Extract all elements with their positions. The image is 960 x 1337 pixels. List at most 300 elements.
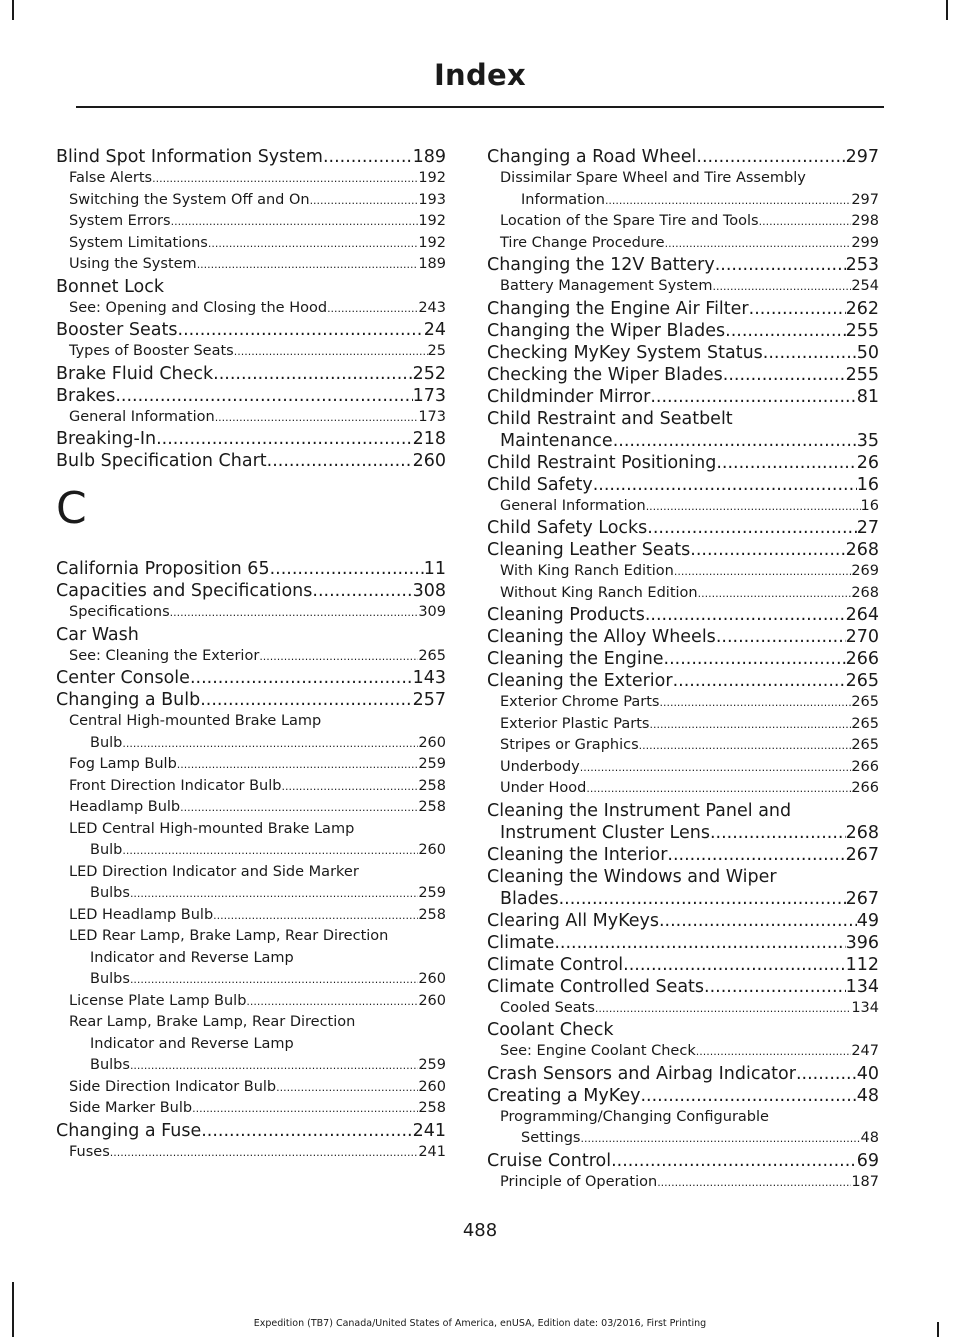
page-reference: 247 bbox=[851, 1043, 879, 1059]
entry-label: Cleaning Products bbox=[487, 605, 645, 625]
page-reference: 254 bbox=[851, 278, 879, 294]
page-reference: 173 bbox=[418, 408, 446, 425]
dot-leader bbox=[659, 692, 851, 714]
entry-label: Headlamp Bulb bbox=[69, 799, 181, 815]
dot-leader bbox=[281, 776, 418, 798]
entry-label: Center Console bbox=[56, 668, 190, 688]
index-entry[interactable] bbox=[487, 474, 879, 496]
entry-label: Cleaning the Exterior bbox=[487, 671, 673, 691]
dot-leader bbox=[215, 407, 419, 429]
dot-leader bbox=[605, 190, 851, 212]
index-subentry[interactable] bbox=[487, 583, 879, 605]
page-reference: 260 bbox=[418, 734, 446, 751]
index-entry[interactable] bbox=[56, 319, 446, 341]
index-entry[interactable] bbox=[56, 428, 446, 450]
entry-label: Without King Ranch Edition bbox=[500, 584, 698, 601]
entry-label: Bulbs bbox=[90, 971, 130, 987]
entry-label: Child Safety bbox=[487, 474, 593, 495]
entry-label: See: Cleaning the Exterior bbox=[69, 647, 260, 664]
dot-leader bbox=[180, 797, 418, 819]
dot-leader bbox=[178, 319, 424, 341]
entry-label: Fuses bbox=[69, 1143, 110, 1160]
entry-label: Principle of Operation bbox=[500, 1173, 658, 1190]
dot-leader bbox=[110, 1142, 419, 1164]
page-reference: 189 bbox=[412, 147, 446, 167]
dot-leader bbox=[327, 298, 418, 320]
page-reference: 27 bbox=[856, 518, 879, 538]
entry-label: Child Restraint Positioning bbox=[487, 452, 717, 473]
page-reference: 16 bbox=[860, 497, 879, 514]
dot-leader bbox=[664, 648, 846, 670]
page-reference: 48 bbox=[860, 1130, 879, 1146]
dot-leader bbox=[270, 558, 424, 580]
page-reference: 267 bbox=[845, 844, 879, 865]
dot-leader bbox=[595, 998, 851, 1020]
index-subheading: Rear Lamp, Brake Lamp, Rear Direction bbox=[69, 1014, 356, 1030]
entry-label: System Errors bbox=[69, 213, 171, 229]
dot-leader bbox=[698, 583, 852, 605]
index-subentry[interactable] bbox=[56, 233, 446, 255]
page-reference: 24 bbox=[423, 320, 446, 340]
dot-leader bbox=[749, 298, 846, 320]
dot-leader bbox=[611, 1150, 857, 1172]
entry-label: Brake Fluid Check bbox=[56, 363, 214, 384]
index-entry[interactable] bbox=[487, 452, 879, 474]
index-entry[interactable] bbox=[487, 910, 879, 932]
entry-label: Cleaning Leather Seats bbox=[487, 540, 691, 560]
index-subentry[interactable] bbox=[56, 602, 446, 624]
page-reference: 49 bbox=[856, 910, 879, 931]
index-subentry[interactable] bbox=[487, 561, 879, 583]
dot-leader bbox=[115, 385, 412, 407]
index-entry[interactable] bbox=[487, 539, 879, 561]
page-reference: 268 bbox=[845, 540, 879, 560]
index-subentry-continuation[interactable] bbox=[487, 190, 879, 212]
entry-label: Underbody bbox=[500, 758, 580, 775]
entry-label: Cleaning the Engine bbox=[487, 649, 664, 669]
index-entry[interactable] bbox=[487, 1063, 879, 1085]
entry-label: Climate Control bbox=[487, 954, 624, 975]
page-reference: 260 bbox=[418, 992, 446, 1009]
entry-label: Front Direction Indicator Bulb bbox=[69, 777, 282, 794]
index-subheading: Indicator and Reverse Lamp bbox=[90, 949, 294, 966]
header-rule bbox=[76, 106, 884, 108]
index-subentry-continuation[interactable] bbox=[56, 883, 446, 905]
dot-leader bbox=[696, 1041, 852, 1063]
page-reference: 257 bbox=[412, 690, 446, 710]
index-entry[interactable] bbox=[487, 320, 879, 342]
index-subentry[interactable] bbox=[487, 714, 879, 736]
entry-label: Creating a MyKey bbox=[487, 1085, 641, 1106]
entry-label: Changing the Wiper Blades bbox=[487, 320, 726, 341]
entry-label: Crash Sensors and Airbag Indicator bbox=[487, 1063, 796, 1084]
page-reference: 40 bbox=[856, 1063, 879, 1084]
dot-leader bbox=[276, 1077, 418, 1099]
index-subheading: LED Direction Indicator and Side Marker bbox=[69, 863, 359, 880]
index-subentry[interactable] bbox=[56, 298, 446, 320]
entry-label: Settings bbox=[521, 1130, 581, 1146]
index-subentry[interactable] bbox=[56, 168, 446, 190]
page-reference: 265 bbox=[418, 647, 446, 664]
index-entry[interactable] bbox=[56, 385, 446, 407]
page-reference: 265 bbox=[851, 715, 879, 732]
crop-mark-top-right bbox=[946, 0, 948, 20]
dot-leader bbox=[640, 1085, 856, 1107]
index-entry[interactable] bbox=[56, 1120, 446, 1142]
index-subentry[interactable] bbox=[56, 1142, 446, 1164]
index-entry-continuation[interactable] bbox=[487, 822, 879, 844]
entry-label: Information bbox=[521, 191, 605, 208]
dot-leader bbox=[646, 496, 861, 518]
entry-label: Booster Seats bbox=[56, 320, 178, 340]
entry-label: Checking MyKey System Status bbox=[487, 342, 763, 363]
dot-leader bbox=[586, 778, 851, 800]
index-entry[interactable] bbox=[487, 298, 879, 320]
index-subentry[interactable] bbox=[56, 991, 446, 1013]
entry-label: Capacities and Specifications bbox=[56, 581, 313, 601]
index-heading: Cleaning the Instrument Panel and bbox=[487, 800, 792, 821]
entry-label: With King Ranch Edition bbox=[500, 563, 674, 579]
dot-leader bbox=[200, 689, 412, 711]
dot-leader bbox=[716, 452, 856, 474]
index-subentry[interactable] bbox=[487, 211, 879, 233]
index-entry[interactable] bbox=[487, 386, 879, 408]
entry-label: See: Opening and Closing the Hood bbox=[69, 299, 328, 316]
index-heading: Cleaning the Windows and Wiper bbox=[487, 866, 777, 887]
index-entry[interactable] bbox=[487, 932, 879, 954]
index-entry[interactable] bbox=[487, 1085, 879, 1107]
footer-edition-text: Expedition (TB7) Canada/United States of America, enUSA, Edition date: 03/2016, First Printing bbox=[253, 1318, 707, 1329]
index-entry[interactable] bbox=[487, 254, 879, 276]
index-entry[interactable] bbox=[56, 667, 446, 689]
index-heading: Car Wash bbox=[56, 624, 139, 645]
index-heading: Coolant Check bbox=[487, 1020, 614, 1040]
index-subentry[interactable] bbox=[56, 190, 446, 212]
crop-mark-top-left bbox=[12, 0, 14, 20]
dot-leader bbox=[645, 604, 846, 626]
entry-label: Stripes or Graphics bbox=[500, 737, 639, 753]
entry-label: Changing a Road Wheel bbox=[487, 147, 697, 167]
index-subentry[interactable] bbox=[487, 1041, 879, 1063]
dot-leader bbox=[246, 991, 418, 1013]
entry-label: Bulb bbox=[90, 842, 123, 858]
dot-leader bbox=[554, 932, 845, 954]
page-reference: 258 bbox=[418, 777, 446, 794]
dot-leader bbox=[613, 430, 857, 452]
entry-label: Child Safety Locks bbox=[487, 518, 648, 538]
entry-label: See: Engine Coolant Check bbox=[500, 1043, 696, 1059]
page-title: Index bbox=[433, 58, 527, 92]
page-reference: 266 bbox=[851, 780, 879, 796]
index-subentry[interactable] bbox=[487, 998, 879, 1020]
dot-leader bbox=[667, 844, 845, 866]
page-reference: 297 bbox=[851, 191, 879, 208]
page-reference: 268 bbox=[845, 822, 879, 843]
index-subentry[interactable] bbox=[487, 276, 879, 298]
index-subentry[interactable] bbox=[56, 776, 446, 798]
index-subentry[interactable] bbox=[487, 233, 879, 255]
page-reference: 396 bbox=[845, 932, 879, 953]
dot-leader bbox=[657, 1172, 851, 1194]
index-subentry[interactable] bbox=[56, 797, 446, 819]
index-subentry[interactable] bbox=[487, 757, 879, 779]
index-subentry[interactable] bbox=[487, 735, 879, 757]
entry-label: Tire Change Procedure bbox=[500, 234, 665, 251]
entry-label: Switching the System Off and On bbox=[69, 191, 310, 208]
index-entry[interactable] bbox=[487, 954, 879, 976]
page-reference: 299 bbox=[851, 234, 879, 251]
page-reference: 81 bbox=[856, 386, 879, 407]
dot-leader bbox=[759, 211, 852, 233]
dot-leader bbox=[580, 1128, 860, 1150]
index-entry[interactable] bbox=[487, 342, 879, 364]
index-subentry[interactable] bbox=[56, 254, 446, 276]
page-reference: 35 bbox=[856, 430, 879, 451]
dot-leader bbox=[712, 276, 851, 298]
page-reference: 258 bbox=[418, 906, 446, 923]
page-reference: 193 bbox=[418, 191, 446, 208]
entry-label: System Limitations bbox=[69, 234, 208, 251]
page-reference: 308 bbox=[412, 581, 446, 601]
dot-leader bbox=[170, 602, 419, 624]
index-heading: Bonnet Lock bbox=[56, 276, 164, 297]
entry-label: Childminder Mirror bbox=[487, 386, 651, 407]
entry-label: Location of the Spare Tire and Tools bbox=[500, 213, 759, 229]
page-number: 488 bbox=[462, 1220, 498, 1241]
page-reference: 134 bbox=[851, 999, 879, 1016]
dot-leader bbox=[580, 757, 852, 779]
entry-label: Climate bbox=[487, 932, 555, 953]
index-subentry[interactable] bbox=[56, 1098, 446, 1120]
dot-leader bbox=[623, 954, 845, 976]
dot-leader bbox=[213, 905, 418, 927]
index-subentry[interactable] bbox=[487, 1172, 879, 1194]
entry-label: Side Direction Indicator Bulb bbox=[69, 1078, 277, 1095]
entry-label: Bulb Specification Chart bbox=[56, 451, 267, 471]
dot-leader bbox=[715, 254, 846, 276]
page-reference: 50 bbox=[856, 342, 879, 363]
entry-label: Breaking-In bbox=[56, 429, 157, 449]
index-entry[interactable] bbox=[487, 517, 879, 539]
entry-label: Battery Management System bbox=[500, 278, 713, 294]
index-entry-continuation[interactable] bbox=[487, 430, 879, 452]
entry-label: Changing the 12V Battery bbox=[487, 255, 715, 275]
page-reference: 259 bbox=[418, 1057, 446, 1073]
page-reference: 255 bbox=[845, 320, 879, 341]
page-reference: 252 bbox=[412, 363, 446, 384]
index-entry[interactable] bbox=[56, 363, 446, 385]
dot-leader bbox=[130, 969, 418, 991]
index-entry[interactable] bbox=[56, 450, 446, 472]
dot-leader bbox=[796, 1063, 857, 1085]
dot-leader bbox=[725, 320, 845, 342]
entry-label: Cleaning the Alloy Wheels bbox=[487, 627, 716, 647]
dot-leader bbox=[696, 146, 845, 168]
page-reference: 262 bbox=[845, 298, 879, 319]
page-reference: 267 bbox=[845, 888, 879, 909]
index-entry[interactable] bbox=[487, 976, 879, 998]
entry-label: Fog Lamp Bulb bbox=[69, 756, 177, 772]
page-reference: 259 bbox=[418, 756, 446, 772]
entry-label: Instrument Cluster Lens bbox=[500, 822, 710, 843]
page-reference: 265 bbox=[851, 694, 879, 710]
dot-leader bbox=[710, 822, 846, 844]
dot-leader bbox=[312, 580, 412, 602]
dot-leader bbox=[673, 670, 846, 692]
index-subentry[interactable] bbox=[487, 496, 879, 518]
entry-label: Changing a Fuse bbox=[56, 1120, 202, 1141]
index-subheading: Dissimilar Spare Wheel and Tire Assembly bbox=[500, 170, 806, 186]
page-reference: 192 bbox=[418, 234, 446, 251]
index-entry[interactable] bbox=[487, 648, 879, 670]
page-reference: 255 bbox=[845, 364, 879, 385]
index-subentry[interactable] bbox=[56, 905, 446, 927]
index-subentry-continuation[interactable] bbox=[56, 840, 446, 862]
dot-leader bbox=[323, 146, 413, 168]
entry-label: Using the System bbox=[69, 256, 197, 272]
index-subentry[interactable] bbox=[487, 778, 879, 800]
index-entry-continuation[interactable] bbox=[487, 888, 879, 910]
entry-label: General Information bbox=[500, 497, 646, 514]
index-subheading: Central High-mounted Brake Lamp bbox=[69, 713, 322, 729]
index-entry[interactable] bbox=[56, 580, 446, 602]
page-reference: 265 bbox=[845, 671, 879, 691]
index-subentry[interactable] bbox=[56, 1077, 446, 1099]
entry-label: Checking the Wiper Blades bbox=[487, 364, 723, 385]
page-reference: 266 bbox=[851, 758, 879, 775]
page-reference: 298 bbox=[851, 213, 879, 229]
index-entry[interactable] bbox=[56, 689, 446, 711]
dot-leader bbox=[208, 233, 418, 255]
index-subheading: LED Rear Lamp, Brake Lamp, Rear Direction bbox=[69, 928, 389, 944]
index-subentry-continuation[interactable] bbox=[56, 969, 446, 991]
dot-leader bbox=[130, 1055, 418, 1077]
index-subentry[interactable] bbox=[56, 646, 446, 668]
index-column-right bbox=[487, 146, 879, 1193]
page-reference: 134 bbox=[845, 976, 879, 997]
entry-label: License Plate Lamp Bulb bbox=[69, 992, 247, 1009]
entry-label: False Alerts bbox=[69, 170, 153, 186]
dot-leader bbox=[723, 364, 846, 386]
page-reference: 69 bbox=[856, 1150, 879, 1171]
page-reference: 268 bbox=[851, 584, 879, 601]
index-subentry-continuation[interactable] bbox=[56, 1055, 446, 1077]
entry-label: Under Hood bbox=[500, 780, 587, 796]
page-reference: 260 bbox=[418, 971, 446, 987]
page-reference: 297 bbox=[845, 147, 879, 167]
dot-leader bbox=[259, 646, 418, 668]
index-subentry[interactable] bbox=[487, 692, 879, 714]
dot-leader bbox=[192, 1098, 418, 1120]
entry-label: Cleaning the Interior bbox=[487, 844, 668, 865]
entry-label: General Information bbox=[69, 408, 215, 425]
index-subentry[interactable] bbox=[56, 407, 446, 429]
page-reference: 187 bbox=[851, 1173, 879, 1190]
entry-label: Bulbs bbox=[90, 1057, 130, 1073]
index-subentry[interactable] bbox=[56, 341, 446, 363]
dot-leader bbox=[234, 341, 428, 363]
page-reference: 112 bbox=[845, 954, 879, 975]
index-subentry[interactable] bbox=[56, 754, 446, 776]
index-subentry[interactable] bbox=[56, 211, 446, 233]
page-reference: 258 bbox=[418, 799, 446, 815]
page-reference: 309 bbox=[418, 604, 446, 620]
index-entry[interactable] bbox=[487, 146, 879, 168]
entry-label: Cooled Seats bbox=[500, 999, 595, 1016]
section-letter: C bbox=[56, 483, 87, 534]
dot-leader bbox=[674, 561, 851, 583]
entry-label: Exterior Chrome Parts bbox=[500, 694, 660, 710]
index-entry[interactable] bbox=[56, 146, 446, 168]
index-entry[interactable] bbox=[487, 670, 879, 692]
index-entry[interactable] bbox=[487, 364, 879, 386]
page-reference: 192 bbox=[418, 213, 446, 229]
dot-leader bbox=[704, 976, 846, 998]
dot-leader bbox=[152, 168, 418, 190]
dot-leader bbox=[156, 428, 413, 450]
entry-label: Changing the Engine Air Filter bbox=[487, 298, 749, 319]
page-reference: 259 bbox=[418, 885, 446, 901]
entry-label: Clearing All MyKeys bbox=[487, 910, 659, 931]
page-reference: 26 bbox=[856, 452, 879, 473]
dot-leader bbox=[659, 910, 857, 932]
page-reference: 264 bbox=[845, 605, 879, 625]
dot-leader bbox=[177, 754, 419, 776]
entry-label: Side Marker Bulb bbox=[69, 1100, 193, 1116]
entry-label: Changing a Bulb bbox=[56, 690, 201, 710]
page-reference: 260 bbox=[418, 1078, 446, 1095]
index-entry[interactable] bbox=[487, 1150, 879, 1172]
entry-label: Maintenance bbox=[500, 430, 613, 451]
index-column-left bbox=[56, 146, 446, 1163]
entry-label: Types of Booster Seats bbox=[69, 343, 234, 359]
index-subheading: LED Central High-mounted Brake Lamp bbox=[69, 820, 355, 837]
dot-leader bbox=[716, 626, 846, 648]
dot-leader bbox=[122, 840, 418, 862]
dot-leader bbox=[267, 450, 413, 472]
index-entry[interactable] bbox=[487, 844, 879, 866]
dot-leader bbox=[650, 386, 856, 408]
dot-leader bbox=[649, 714, 851, 736]
page-reference: 265 bbox=[851, 737, 879, 753]
dot-leader bbox=[763, 342, 857, 364]
entry-label: Blades bbox=[500, 888, 559, 909]
dot-leader bbox=[213, 363, 412, 385]
page-reference: 258 bbox=[418, 1100, 446, 1116]
page-reference: 269 bbox=[851, 563, 879, 579]
dot-leader bbox=[593, 474, 857, 496]
dot-leader bbox=[639, 735, 852, 757]
index-entry[interactable] bbox=[487, 626, 879, 648]
page-reference: 260 bbox=[412, 451, 446, 471]
page-reference: 253 bbox=[845, 255, 879, 275]
index-subentry-continuation[interactable] bbox=[56, 733, 446, 755]
page-reference: 173 bbox=[412, 385, 446, 406]
index-entry[interactable] bbox=[56, 558, 446, 580]
page-reference: 48 bbox=[856, 1085, 879, 1106]
index-subentry-continuation[interactable] bbox=[487, 1128, 879, 1150]
index-entry[interactable] bbox=[487, 604, 879, 626]
entry-label: Brakes bbox=[56, 385, 116, 406]
page-reference: 218 bbox=[412, 429, 446, 449]
page-reference: 243 bbox=[418, 299, 446, 316]
page-reference: 11 bbox=[423, 559, 446, 579]
dot-leader bbox=[130, 883, 418, 905]
entry-label: Bulb bbox=[90, 734, 123, 751]
entry-label: Cruise Control bbox=[487, 1150, 612, 1171]
page-reference: 260 bbox=[418, 842, 446, 858]
page-reference: 16 bbox=[856, 474, 879, 495]
